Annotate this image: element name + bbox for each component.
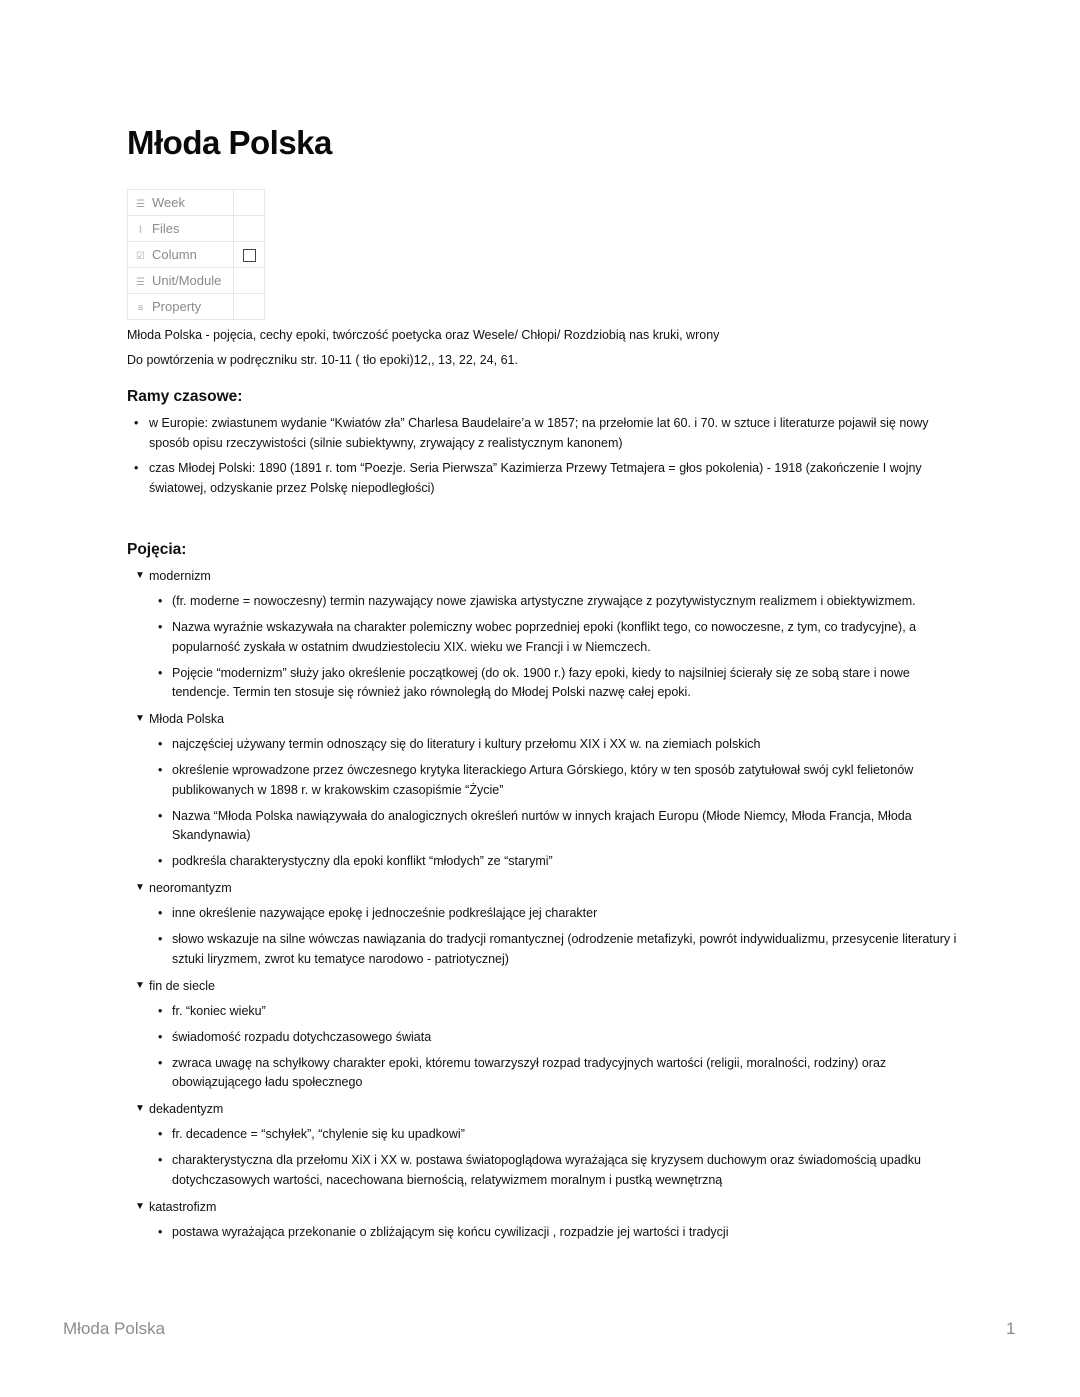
list-item: • zwraca uwagę na schyłkowy charakter epoki, któremu towarzyszył rozpad tradycyjnych wartości (religii, moralności, rodziny) oraz obowiązującego ładu społecznego	[172, 1054, 957, 1093]
list-item: • postawa wyrażająca przekonanie o zbliżającym się końcu cywilizacji , rozpadzie jej wartości i tradycji	[172, 1223, 957, 1243]
toggle-label: dekadentyzm	[149, 1102, 224, 1116]
toggle-neoromantyzm	[127, 878, 957, 969]
checkbox-icon: ☑	[136, 251, 145, 262]
triangle-down-icon[interactable]: ▼	[135, 713, 145, 724]
toggle-header[interactable]	[127, 1197, 957, 1217]
property-row-unit-module[interactable]	[128, 268, 265, 294]
list-item: • inne określenie nazywające epokę i jednocześnie podkreślające jej charakter	[172, 904, 957, 924]
section-heading-ramy: Ramy czasowe:	[127, 388, 243, 405]
toggle-dekadentyzm	[127, 1099, 957, 1190]
toggle-label: Młoda Polska	[149, 712, 225, 726]
triangle-down-icon[interactable]: ▼	[135, 1103, 145, 1114]
intro-line: Do powtórzenia w podręczniku str. 10-11 ( tło epoki)12,, 13, 22, 24, 61.	[127, 353, 518, 367]
property-label: Unit/Module	[152, 273, 222, 288]
list-item: • określenie wprowadzone przez ówczesnego krytyka literackiego Artura Górskiego, który w ten sposób zatytułował swój cykl felietonów publikowanych w 1898 r. w krakowskim czasopiśmie “Życie”	[172, 761, 957, 800]
property-label: Week	[152, 195, 185, 210]
toggle-header[interactable]	[127, 709, 957, 729]
property-label: Column	[152, 247, 197, 262]
toggle-mloda-polska	[127, 709, 957, 872]
ramy-list	[127, 414, 957, 504]
list-item: • najczęściej używany termin odnoszący się do literatury i kultury przełomu XIX i XX w. na ziemiach polskich	[172, 735, 957, 755]
toggle-header[interactable]	[127, 1099, 957, 1119]
property-label: Property	[152, 299, 202, 314]
property-value[interactable]	[234, 216, 265, 242]
list-item: • Nazwa wyraźnie wskazywała na charakter polemiczny wobec poprzedniej epoki (konflikt tego, co nowoczesne, z tym, co tradycyjne), a popularność zyskała w ostatnim dwudziestoleciu XIX. wieku we Francji i w Niemczech.	[172, 618, 957, 657]
text-lines-icon: ≡	[137, 303, 144, 314]
toggle-header[interactable]	[127, 878, 957, 898]
toggle-label: katastrofizm	[149, 1199, 217, 1214]
list-icon: ☰	[136, 199, 145, 210]
list-item: • podkreśla charakterystyczny dla epoki konflikt “młodych” ze “starymi”	[172, 852, 957, 872]
toggle-label: fin de siecle	[149, 978, 216, 993]
toggle-label: modernizm	[149, 569, 211, 583]
toggle-header[interactable]	[127, 566, 957, 586]
property-row-property[interactable]	[128, 294, 265, 320]
page-title: Młoda Polska	[127, 124, 332, 161]
list-item: • w Europie: zwiastunem wydanie “Kwiatów zła” Charlesa Baudelaire’a w 1857; na przełomie lat 60. i 70. w sztuce i literaturze pojawił się nowy sposób opisu rzeczywistości (silnie subiektywny, zrywający z realistycznym kanonem)	[127, 414, 957, 453]
property-label: Files	[152, 221, 180, 236]
list-item: • charakterystyczna dla przełomu XiX i XX w. postawa światopoglądowa wyrażająca się kryzysem duchowym oraz świadomością upadku dotychczasowych wartości, nacechowana biernością, relatywizmem moralnym i pustką wewnętrzną	[172, 1151, 957, 1190]
property-value[interactable]	[234, 268, 265, 294]
paperclip-icon: ⌇	[138, 225, 143, 236]
property-value[interactable]	[234, 294, 265, 320]
property-row-files[interactable]	[128, 216, 265, 242]
property-row-week[interactable]	[128, 190, 265, 216]
triangle-down-icon[interactable]: ▼	[135, 882, 145, 893]
list-item: • czas Młodej Polski: 1890 (1891 r. tom “Poezje. Seria Pierwsza” Kazimierza Przewy Tetmajera = głos pokolenia) - 1918 (zakończenie I wojny światowej, odzyskanie przez Polskę niepodległości)	[127, 459, 957, 498]
page-number: 1	[1006, 1319, 1016, 1338]
list-icon: ☰	[136, 277, 145, 288]
intro-line: Młoda Polska - pojęcia, cechy epoki, twórczość poetycka oraz Wesele/ Chłopi/ Rozdziobią nas kruki, wrony	[127, 328, 720, 342]
toggle-modernizm	[127, 566, 957, 703]
list-item: • słowo wskazuje na silne wówczas nawiązania do tradycji romantycznej (odrodzenie metafizyki, powrót indywidualizmu, przesycenie literatury i sztuki liryzmem, zwrot ku tematyce narodowo - patriotycznej)	[172, 930, 957, 969]
list-item: • fr. decadence = “schyłek”, “chylenie się ku upadkowi”	[172, 1125, 957, 1145]
footer-title: Młoda Polska	[63, 1319, 166, 1338]
toggle-fin-de-siecle	[127, 976, 957, 1093]
triangle-down-icon[interactable]: ▼	[135, 979, 145, 991]
column-checkbox[interactable]	[243, 249, 256, 262]
list-item: • świadomość rozpadu dotychczasowego świata	[172, 1028, 957, 1048]
toggle-label: neoromantyzm	[149, 881, 232, 895]
triangle-down-icon[interactable]: ▼	[135, 1200, 145, 1212]
triangle-down-icon[interactable]: ▼	[135, 570, 145, 581]
property-value[interactable]	[234, 190, 265, 216]
list-item: • Nazwa “Młoda Polska nawiązywała do analogicznych określeń nurtów w innych krajach Europu (Młode Niemcy, Młoda Francja, Młoda Skandynawia)	[172, 807, 957, 846]
list-item: • Pojęcie “modernizm” służy jako określenie początkowej (do ok. 1900 r.) fazy epoki, kiedy to najsilniej ścierały się ze sobą stare i nowe tendencje. Termin ten stosuje się również jako równoległą do Młodej Polski nazwę całej epoki.	[172, 664, 957, 703]
toggle-header[interactable]	[127, 976, 957, 996]
section-heading-pojecia: Pojęcia:	[127, 541, 187, 558]
pojecia-toggles	[127, 566, 957, 1249]
toggle-katastrofizm	[127, 1197, 957, 1243]
properties-table	[127, 189, 265, 320]
list-item: • (fr. moderne = nowoczesny) termin nazywający nowe zjawiska artystyczne zrywające z pozytywistycznym realizmem i obiektywizmem.	[172, 592, 957, 612]
property-row-column[interactable]	[128, 242, 265, 268]
list-item: • fr. “koniec wieku”	[172, 1002, 957, 1022]
